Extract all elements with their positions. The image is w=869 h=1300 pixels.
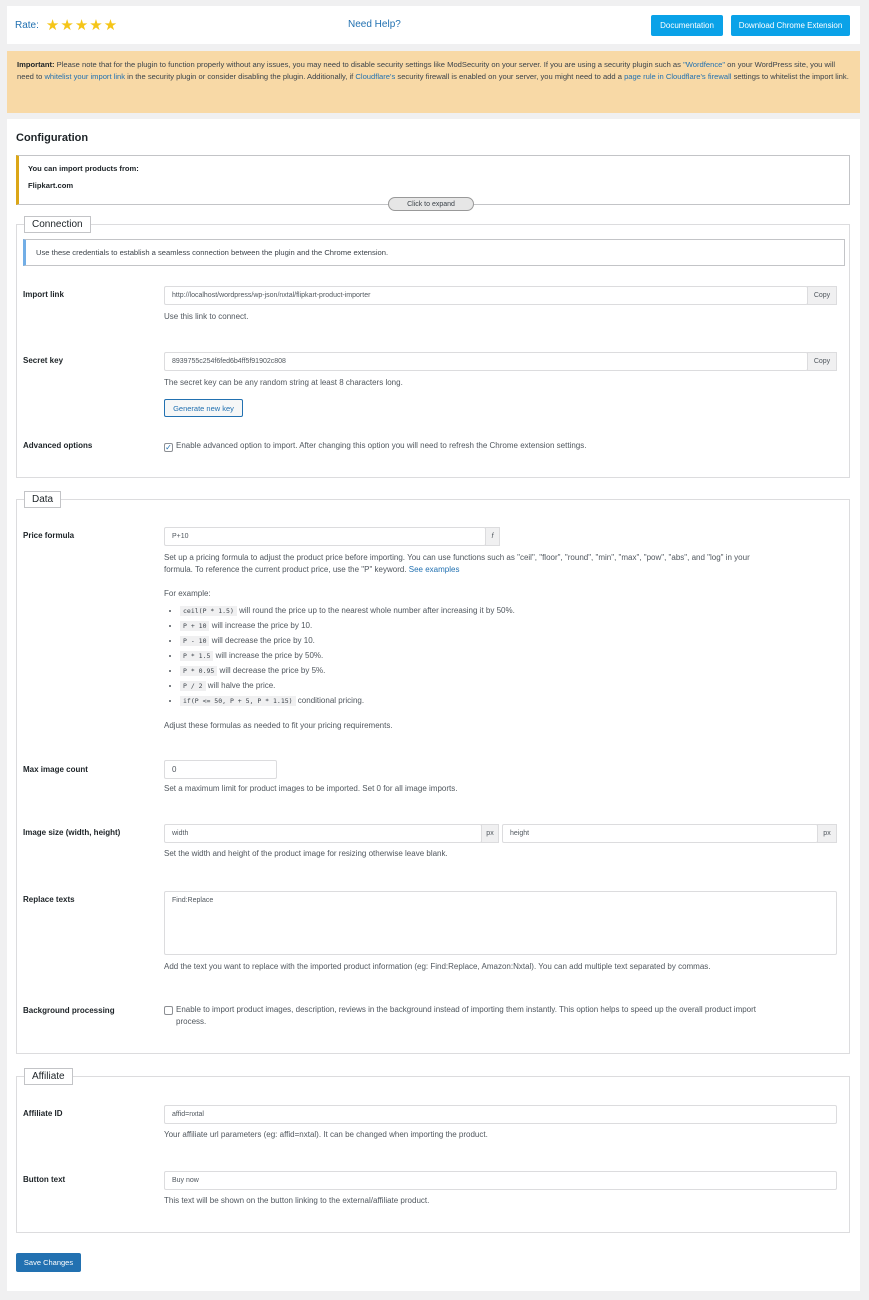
example-text: conditional pricing. [295,696,365,705]
import-from-value: Flipkart.com [28,181,74,190]
copy-secret-key-button[interactable]: Copy [807,352,837,371]
star-icon[interactable]: ★ [103,16,118,34]
import-from-label: You can import products from: [28,164,139,173]
whitelist-import-link[interactable]: whitelist your import link [44,71,126,81]
top-bar [7,6,860,44]
adjust-text: Adjust these formulas as needed to fit your pricing requirements. [164,721,393,730]
star-icon[interactable]: ★ [60,16,74,34]
list-item [180,693,515,708]
example-text: will increase the price by 10. [209,621,313,630]
button-text-label: Button text [23,1175,66,1184]
price-desc-line2: formula. To reference the current product price, use the "P" keyword. [164,565,409,574]
rating-stars[interactable] [45,18,117,33]
affiliate-id-field[interactable]: affid=nxtal [164,1105,837,1124]
cloudflare-page-rule-link[interactable]: page rule in Cloudflare's firewall [624,71,732,81]
settings-card [7,119,860,1291]
price-desc-line1: Set up a pricing formula to adjust the product price before importing. You can use functions such as "ceil", "floor", "round", "min", "max", "pow", "abs", and "log" in your [164,553,750,562]
connection-section [16,219,850,478]
documentation-button[interactable]: Documentation [651,15,723,36]
secret-key-label: Secret key [23,356,64,365]
advanced-options-label: Advanced options [23,441,93,450]
background-processing-label: Background processing [23,1006,115,1015]
data-section [16,494,850,1054]
list-item [180,618,515,633]
notice-text: Please note that for the plugin to function properly without any issues, you may need to disable security settings like ModSecurity on your server. If you are using a security plugin such as [54,60,684,69]
save-changes-button[interactable]: Save Changes [16,1253,81,1272]
affiliate-id-label: Affiliate ID [23,1109,63,1118]
notice-text: in the security plugin or consider disabling the plugin. Additionally, if [125,71,356,81]
secret-key-field[interactable]: 8939755c254f6fed6b4ff5f91902c808 [164,352,808,371]
notice-bold: Important: [17,60,55,69]
code-snippet: P / 2 [180,681,206,691]
advanced-options-desc: Enable advanced option to import. After changing this option you will need to refresh the Chrome extension settings. [176,441,587,450]
px-unit: px [481,824,499,843]
import-link-desc: Use this link to connect. [164,312,249,321]
example-text: will halve the price. [205,681,276,690]
list-item [180,633,515,648]
wordfence-link[interactable]: "Wordfence" [683,60,726,69]
background-processing-checkbox[interactable] [164,1006,173,1015]
for-example-label: For example: [164,589,211,598]
affiliate-id-desc: Your affiliate url parameters (eg: affid=nxtal). It can be changed when importing the product. [164,1130,488,1139]
width-field[interactable]: width [164,824,482,843]
need-help-link[interactable]: Need Help? [348,19,401,30]
import-link-label: Import link [23,290,64,299]
code-snippet: P * 1.5 [180,651,213,661]
rate-section [15,18,117,33]
star-icon[interactable]: ★ [74,16,89,34]
page-title: Configuration [16,132,89,144]
download-chrome-extension-button[interactable]: Download Chrome Extension [731,15,850,36]
star-icon[interactable]: ★ [89,16,103,34]
code-snippet: P - 10 [180,636,209,646]
secret-key-desc: The secret key can be any random string at least 8 characters long. [164,378,403,387]
connection-legend: Connection [24,216,91,233]
data-legend: Data [24,491,61,508]
example-text: will decrease the price by 10. [209,636,315,645]
connection-info: Use these credentials to establish a seamless connection between the plugin and the Chrome extension. [23,239,845,266]
bg-desc-line1: Enable to import product images, description, reviews in the background instead of importing them instantly. This option helps to speed up the overall product import [176,1005,757,1014]
button-text-desc: This text will be shown on the button linking to the external/affiliate product. [164,1196,430,1205]
list-item [180,678,515,693]
code-snippet: ceil(P * 1.5) [180,606,237,616]
checkmark-icon: ✓ [165,443,172,452]
function-icon: f [485,527,500,546]
list-item [180,603,515,618]
generate-new-key-button[interactable]: Generate new key [164,399,243,417]
copy-import-link-button[interactable]: Copy [807,286,837,305]
example-text: will round the price up to the nearest whole number after increasing it by 50%. [236,606,515,615]
height-field[interactable]: height [502,824,818,843]
code-snippet: if(P <= 50, P + 5, P * 1.15) [180,696,296,706]
button-text-field[interactable]: Buy now [164,1171,837,1190]
image-size-label: Image size (width, height) [23,828,121,837]
click-to-expand-button[interactable]: Click to expand [388,197,474,211]
replace-texts-textarea[interactable]: Find:Replace [164,891,837,955]
notice-text: security firewall is enabled on your server, you might need to add a [395,71,625,81]
important-notice [7,51,860,113]
star-icon[interactable]: ★ [45,16,60,34]
max-image-count-desc: Set a maximum limit for product images to be imported. Set 0 for all image imports. [164,784,458,793]
import-link-field[interactable]: http://localhost/wordpress/wp-json/nxtal/flipkart-product-importer [164,286,808,305]
background-processing-desc [176,1004,846,1028]
bg-desc-line2: process. [176,1017,207,1026]
code-snippet: P * 0.95 [180,666,217,676]
examples-list [164,603,515,708]
max-image-count-label: Max image count [23,765,88,774]
list-item [180,663,515,678]
price-formula-label: Price formula [23,531,75,540]
rate-label: Rate: [15,19,39,31]
price-formula-field[interactable]: P+10 [164,527,486,546]
example-text: will decrease the price by 5%. [217,666,326,675]
list-item [180,648,515,663]
notice-text: on your WordPress site, you will need to [17,60,836,81]
see-examples-link[interactable]: See examples [408,565,460,574]
replace-texts-label: Replace texts [23,895,75,904]
code-snippet: P + 10 [180,621,209,631]
cloudflare-link[interactable]: Cloudflare's [355,71,396,81]
affiliate-section [16,1071,850,1233]
price-formula-desc [164,552,844,576]
notice-text: settings to whitelist the import link. [731,71,849,81]
image-size-desc: Set the width and height of the product image for resizing otherwise leave blank. [164,849,448,858]
replace-texts-desc: Add the text you want to replace with the imported product information (eg: Find:Replace, Amazon:Nxtal). You can add multiple text separated by commas. [164,962,711,971]
affiliate-legend: Affiliate [24,1068,73,1085]
example-text: will increase the price by 50%. [213,651,324,660]
advanced-options-checkbox[interactable] [164,443,173,452]
max-image-count-field[interactable]: 0 [164,760,277,779]
px-unit: px [817,824,837,843]
